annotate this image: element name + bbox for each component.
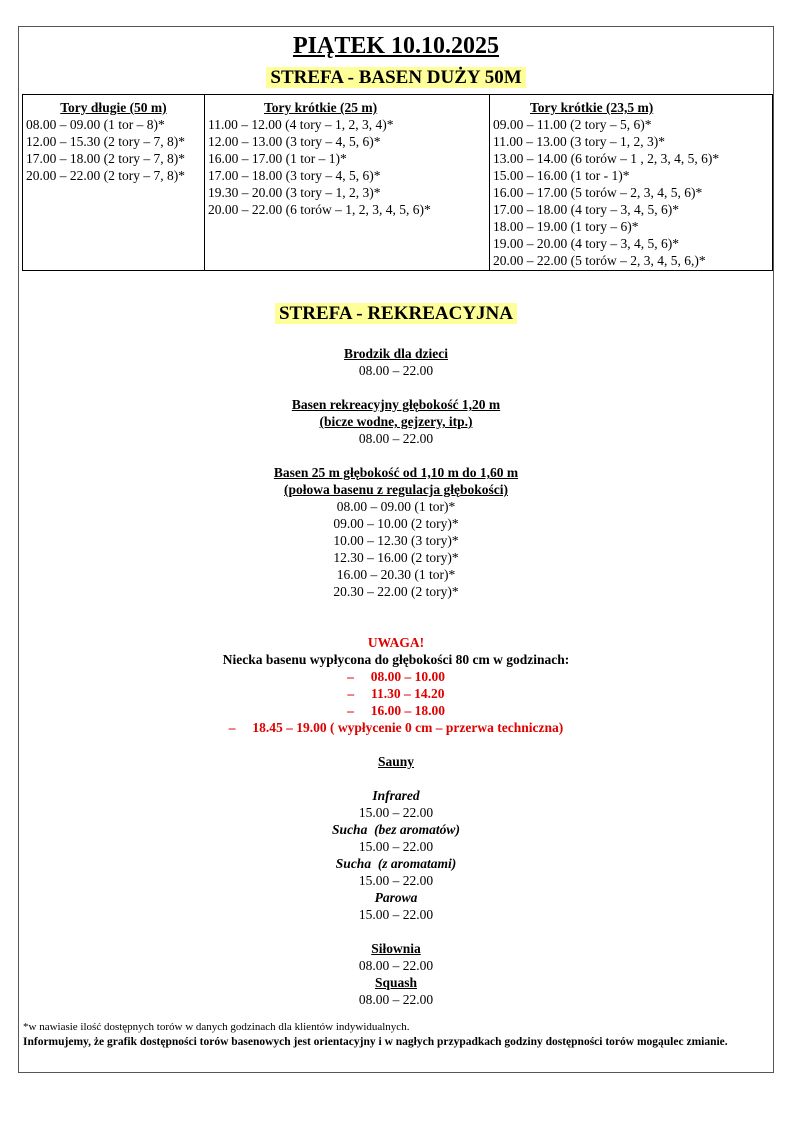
info-note: Informujemy, że grafik dostępności torów basenowych jest orientacyjny i w nagłych przypadkach godziny dostępności torów mogąulec zmianie. (23, 1036, 728, 1048)
lane-row: 16.00 – 17.00 (1 tor – 1)* (208, 151, 347, 166)
column-heading: Tory długie (50 m) (60, 100, 167, 115)
gym-heading: Siłownia (371, 941, 421, 956)
pool25-sub: (połowa basenu z regulacja głębokości) (283, 482, 508, 497)
zone-big-pool-label: STREFA - BASEN DUŻY 50M (266, 67, 525, 88)
kids-pool-heading: Brodzik dla dzieci (343, 346, 448, 361)
notice-row: – 08.00 – 10.00 (347, 669, 445, 684)
kids-pool-hours: 08.00 – 22.00 (358, 363, 434, 378)
lanes-column-short-23 (490, 95, 773, 271)
lane-row: 17.00 – 18.00 (3 tory – 4, 5, 6)* (208, 168, 381, 183)
lane-row: 18.00 – 19.00 (1 tory – 6)* (493, 219, 639, 234)
notice-row: – 11.30 – 14.20 (347, 686, 445, 701)
rec-pool-hours: 08.00 – 22.00 (358, 431, 434, 446)
squash-hours: 08.00 – 22.00 (358, 992, 434, 1007)
sauna-hours: 15.00 – 22.00 (358, 839, 434, 854)
sauna-hours: 15.00 – 22.00 (358, 907, 434, 922)
zone-recreation-heading (19, 303, 773, 326)
footer-notes (23, 1019, 753, 1050)
squash-heading: Squash (374, 975, 418, 990)
lanes-column-long (23, 95, 205, 271)
zone-recreation-label: STREFA - REKREACYJNA (275, 303, 517, 324)
lane-row: 19.00 – 20.00 (4 tory – 3, 4, 5, 6)* (493, 236, 679, 251)
notice-heading: UWAGA! (367, 635, 425, 650)
lane-row: 19.30 – 20.00 (3 tory – 1, 2, 3)* (208, 185, 381, 200)
gym-hours: 08.00 – 22.00 (358, 958, 434, 973)
lanes-column-short-25 (205, 95, 490, 271)
lane-row: 20.00 – 22.00 (6 torów – 1, 2, 3, 4, 5, 6)* (208, 202, 431, 217)
recreation-section (19, 345, 773, 1008)
column-heading: Tory krótkie (23,5 m) (530, 100, 654, 115)
lane-row: 16.00 – 17.00 (5 torów – 2, 3, 4, 5, 6)* (493, 185, 703, 200)
pool25-row: 16.00 – 20.30 (1 tor)* (336, 567, 456, 582)
lane-row: 20.00 – 22.00 (5 torów – 2, 3, 4, 5, 6,)* (493, 253, 706, 268)
sauna-name: Sucha (bez aromatów) (332, 822, 460, 837)
sauna-hours: 15.00 – 22.00 (358, 873, 434, 888)
rec-pool-sub: (bicze wodne, gejzery, itp.) (319, 414, 473, 429)
sauna-hours: 15.00 – 22.00 (358, 805, 434, 820)
page-title: PIĄTEK 10.10.2025 (292, 33, 499, 59)
pool25-heading: Basen 25 m głębokość od 1,10 m do 1,60 m (273, 465, 519, 480)
lane-row: 13.00 – 14.00 (6 torów – 1 , 2, 3, 4, 5, 6)* (493, 151, 720, 166)
lane-row: 08.00 – 09.00 (1 tor – 8)* (26, 117, 165, 132)
lanes-table (22, 94, 773, 271)
lane-row: 17.00 – 18.00 (2 tory – 7, 8)* (26, 151, 185, 166)
lane-row: 11.00 – 13.00 (3 tory – 1, 2, 3)* (493, 134, 665, 149)
pool25-row: 09.00 – 10.00 (2 tory)* (333, 516, 459, 531)
footnote: *w nawiasie ilość dostępnych torów w danych godzinach dla klientów indywidualnych. (23, 1021, 410, 1033)
lane-row: 12.00 – 15.30 (2 tory – 7, 8)* (26, 134, 185, 149)
rec-pool-heading: Basen rekreacyjny głębokość 1,20 m (291, 397, 501, 412)
sauna-name: Infrared (372, 788, 420, 803)
pool25-row: 08.00 – 09.00 (1 tor)* (336, 499, 456, 514)
pool25-row: 10.00 – 12.30 (3 tory)* (333, 533, 459, 548)
lane-row: 17.00 – 18.00 (4 tory – 3, 4, 5, 6)* (493, 202, 679, 217)
schedule-frame (18, 26, 774, 1073)
lane-row: 11.00 – 12.00 (4 tory – 1, 2, 3, 4)* (208, 117, 394, 132)
notice-row: – 18.45 – 19.00 ( wypłycenie 0 cm – przerwa techniczna) (228, 720, 564, 735)
sauna-name: Sucha (z aromatami) (335, 856, 457, 871)
pool25-row: 12.30 – 16.00 (2 tory)* (333, 550, 459, 565)
notice-text: Niecka basenu wypłycona do głębokości 80 cm w godzinach: (222, 652, 570, 667)
lane-row: 12.00 – 13.00 (3 tory – 4, 5, 6)* (208, 134, 381, 149)
zone-big-pool-heading (19, 67, 773, 90)
lane-row: 15.00 – 16.00 (1 tor - 1)* (493, 168, 630, 183)
column-heading: Tory krótkie (25 m) (264, 100, 378, 115)
notice-row: – 16.00 – 18.00 (347, 703, 445, 718)
saunas-heading: Sauny (377, 754, 415, 769)
pool25-row: 20.30 – 22.00 (2 tory)* (333, 584, 459, 599)
lane-row: 20.00 – 22.00 (2 tory – 7, 8)* (26, 168, 185, 183)
lane-row: 09.00 – 11.00 (2 tory – 5, 6)* (493, 117, 652, 132)
sauna-name: Parowa (374, 890, 418, 905)
